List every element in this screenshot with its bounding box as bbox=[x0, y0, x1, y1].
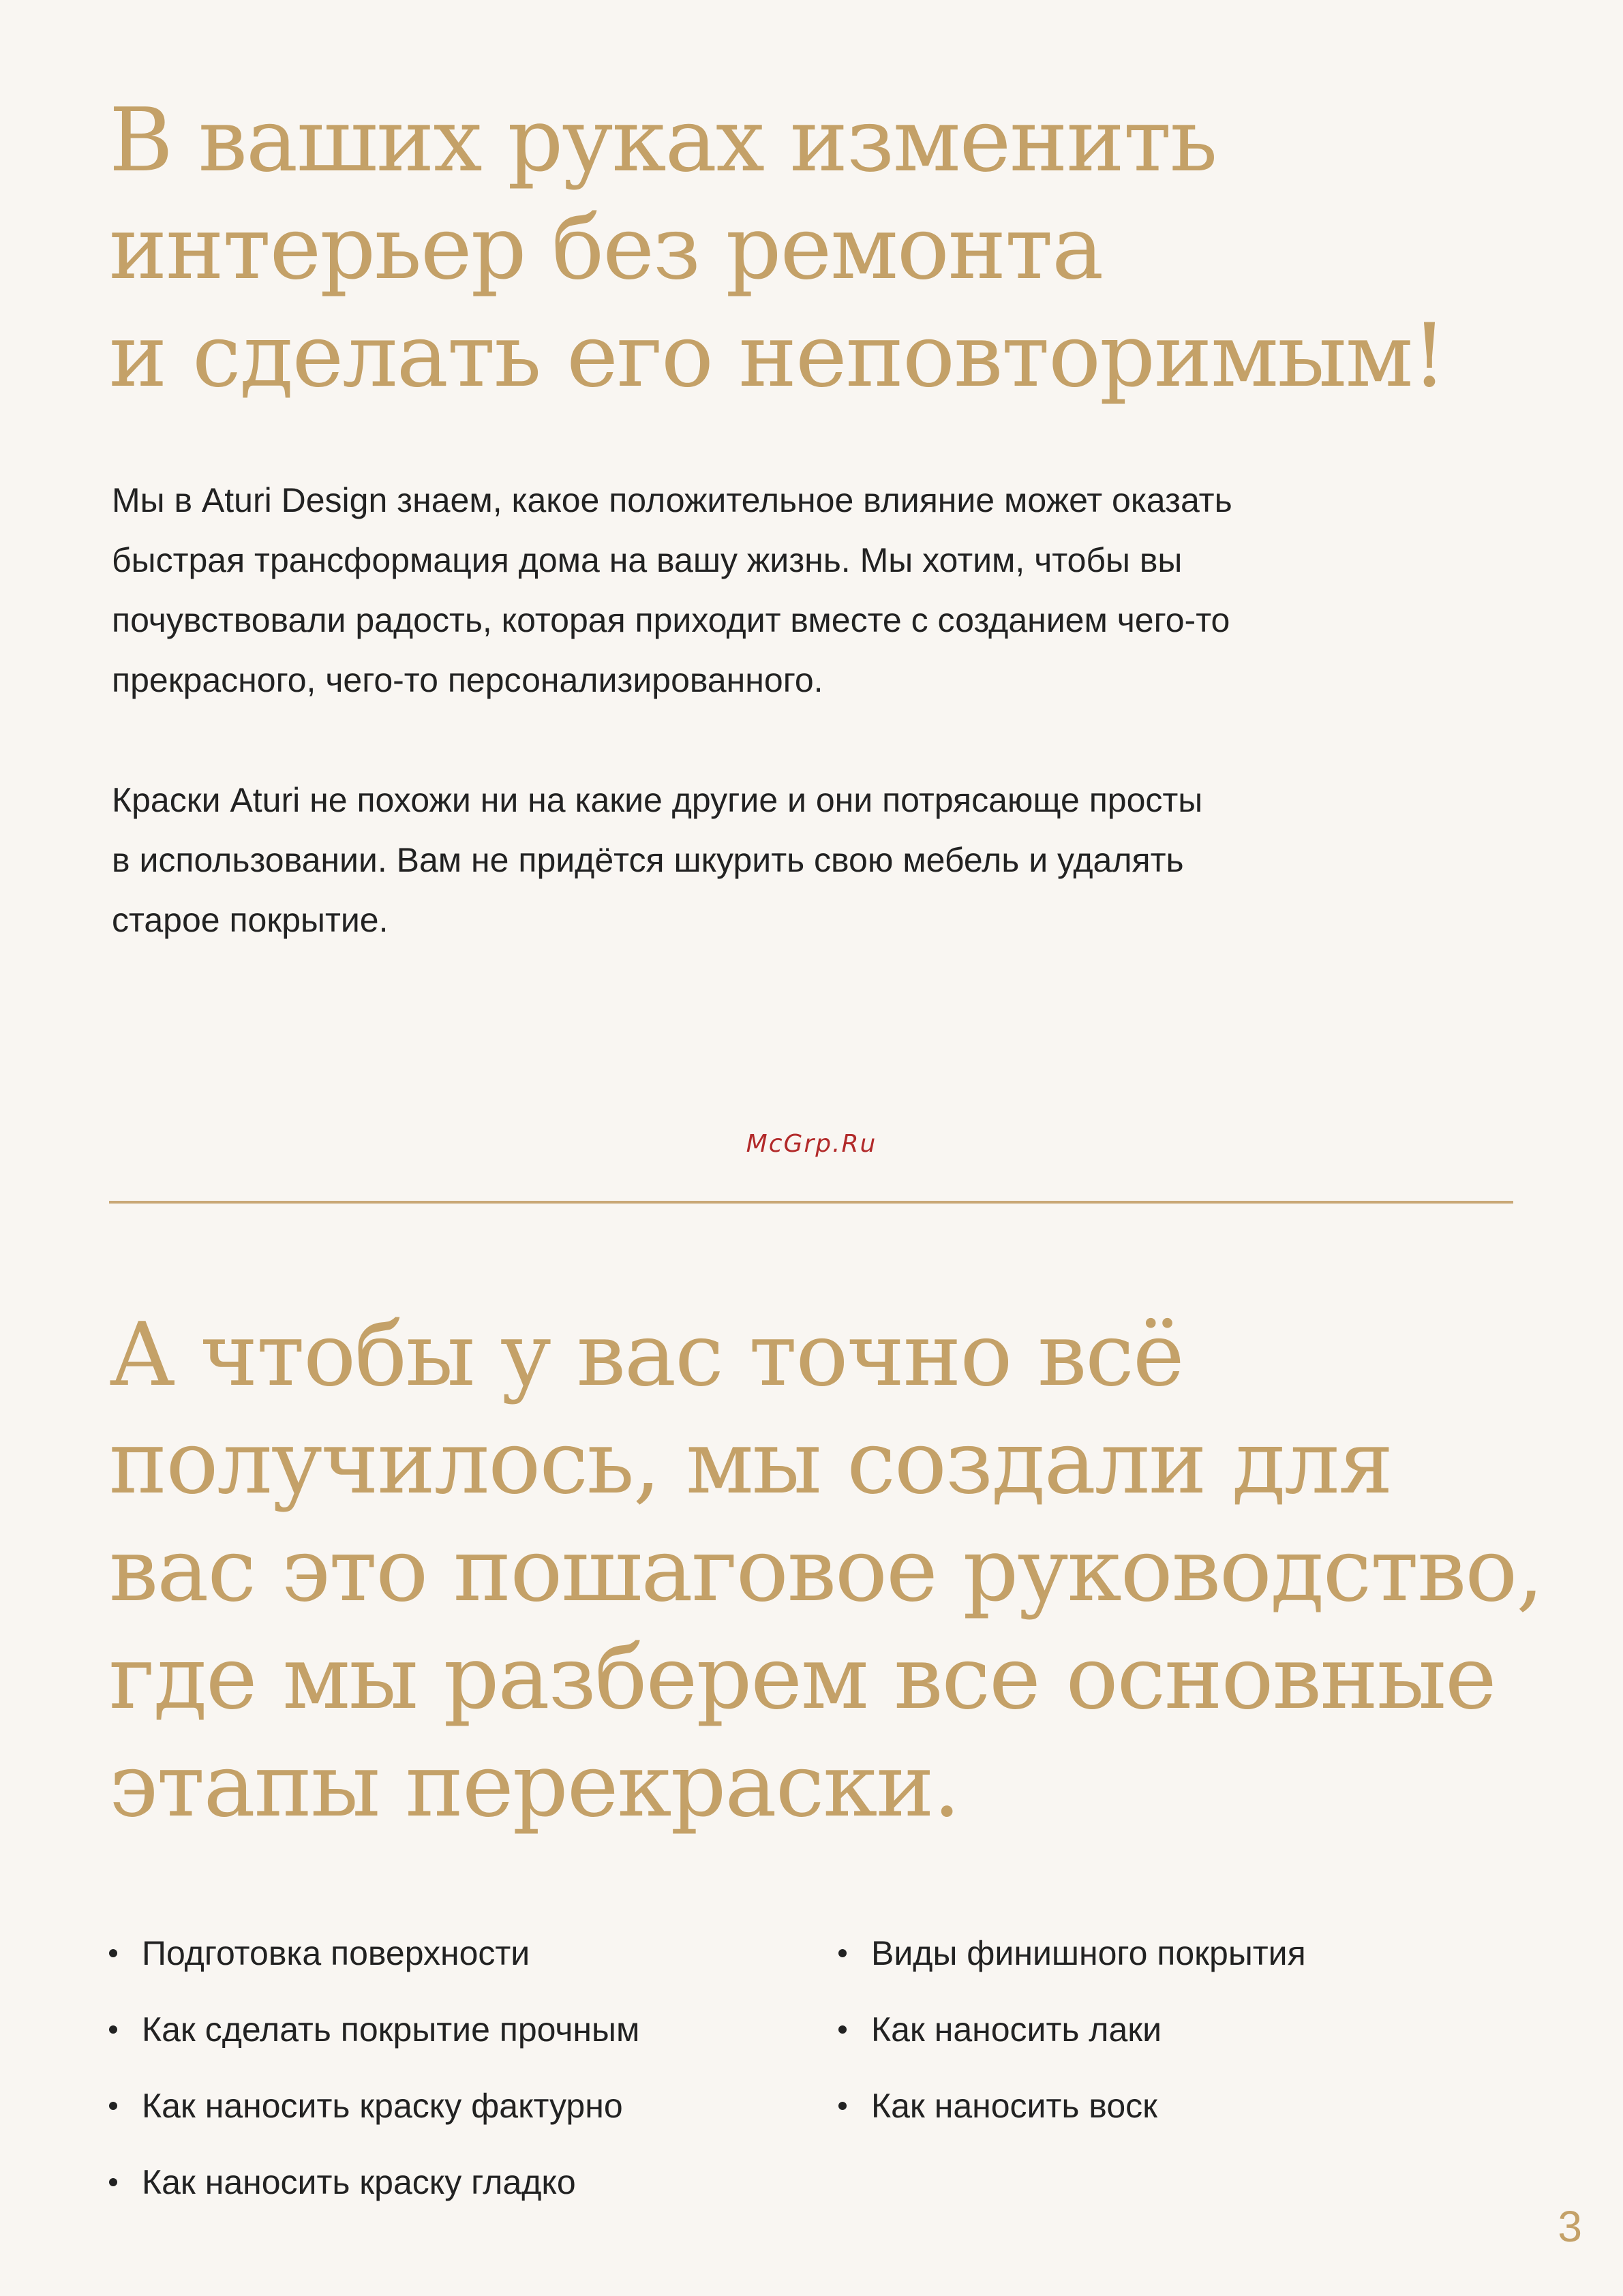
section-divider bbox=[109, 1201, 1513, 1204]
bottom-heading-line: получилось, мы создали для bbox=[109, 1412, 1393, 1514]
top-heading-line: интерьер без ремонта bbox=[109, 198, 1103, 299]
paragraph-line: Краски Aturi не похожи ни на какие другие и они потрясающе просты bbox=[112, 781, 1203, 819]
paragraph-line: в использовании. Вам не придётся шкурить свою мебель и удалять bbox=[112, 841, 1184, 879]
paragraph-line: старое покрытие. bbox=[112, 901, 389, 939]
list-item-label: Как наносить лаки bbox=[871, 2010, 1162, 2049]
bottom-heading-line: вас это пошаговое руководство, bbox=[109, 1520, 1543, 1621]
topics-list-right bbox=[838, 1915, 1306, 2144]
paragraph-line: Мы в Aturi Design знаем, какое положительное влияние может оказать bbox=[112, 481, 1232, 519]
bullet-icon bbox=[838, 2025, 847, 2034]
list-item-label: Виды финишного покрытия bbox=[871, 1934, 1306, 1972]
bullet-icon bbox=[109, 2178, 117, 2186]
list-item-label: Подготовка поверхности bbox=[142, 1934, 530, 1972]
list-item-label: Как наносить воск bbox=[871, 2087, 1157, 2125]
list-item bbox=[109, 1915, 639, 1991]
bullet-icon bbox=[838, 2102, 847, 2110]
bottom-heading bbox=[109, 1302, 1543, 1840]
intro-paragraph-1 bbox=[112, 470, 1232, 710]
list-item bbox=[838, 1915, 1306, 1991]
topics-list-left bbox=[109, 1915, 639, 2220]
bullet-icon bbox=[109, 1949, 117, 1957]
list-item-label: Как сделать покрытие прочным bbox=[142, 2010, 640, 2049]
watermark-text: McGrp.Ru bbox=[746, 1130, 877, 1158]
list-item bbox=[838, 1991, 1306, 2068]
top-heading-line: В ваших руках изменить bbox=[109, 90, 1217, 192]
list-item bbox=[838, 2068, 1306, 2144]
bullet-icon bbox=[109, 2025, 117, 2034]
top-heading bbox=[109, 87, 1446, 410]
paragraph-line: прекрасного, чего-то персонализированного. bbox=[112, 661, 823, 699]
paragraph-line: почувствовали радость, которая приходит вместе с созданием чего-то bbox=[112, 601, 1230, 639]
page-number: 3 bbox=[1558, 2202, 1582, 2251]
list-item-label: Как наносить краску гладко bbox=[142, 2163, 576, 2201]
bullet-icon bbox=[838, 1949, 847, 1957]
bottom-heading-line: где мы разберем все основные bbox=[109, 1627, 1496, 1729]
bullet-icon bbox=[109, 2102, 117, 2110]
list-item-label: Как наносить краску фактурно bbox=[142, 2087, 623, 2125]
paragraph-line: быстрая трансформация дома на вашу жизнь. Мы хотим, чтобы вы bbox=[112, 541, 1183, 579]
list-item bbox=[109, 1991, 639, 2068]
intro-paragraph-2 bbox=[112, 770, 1202, 950]
bottom-heading-line: этапы перекраски. bbox=[109, 1735, 960, 1837]
bottom-heading-line: А чтобы у вас точно всё bbox=[109, 1304, 1183, 1406]
list-item bbox=[109, 2144, 639, 2220]
top-heading-line: и сделать его неповторимым! bbox=[109, 305, 1446, 407]
list-item bbox=[109, 2068, 639, 2144]
